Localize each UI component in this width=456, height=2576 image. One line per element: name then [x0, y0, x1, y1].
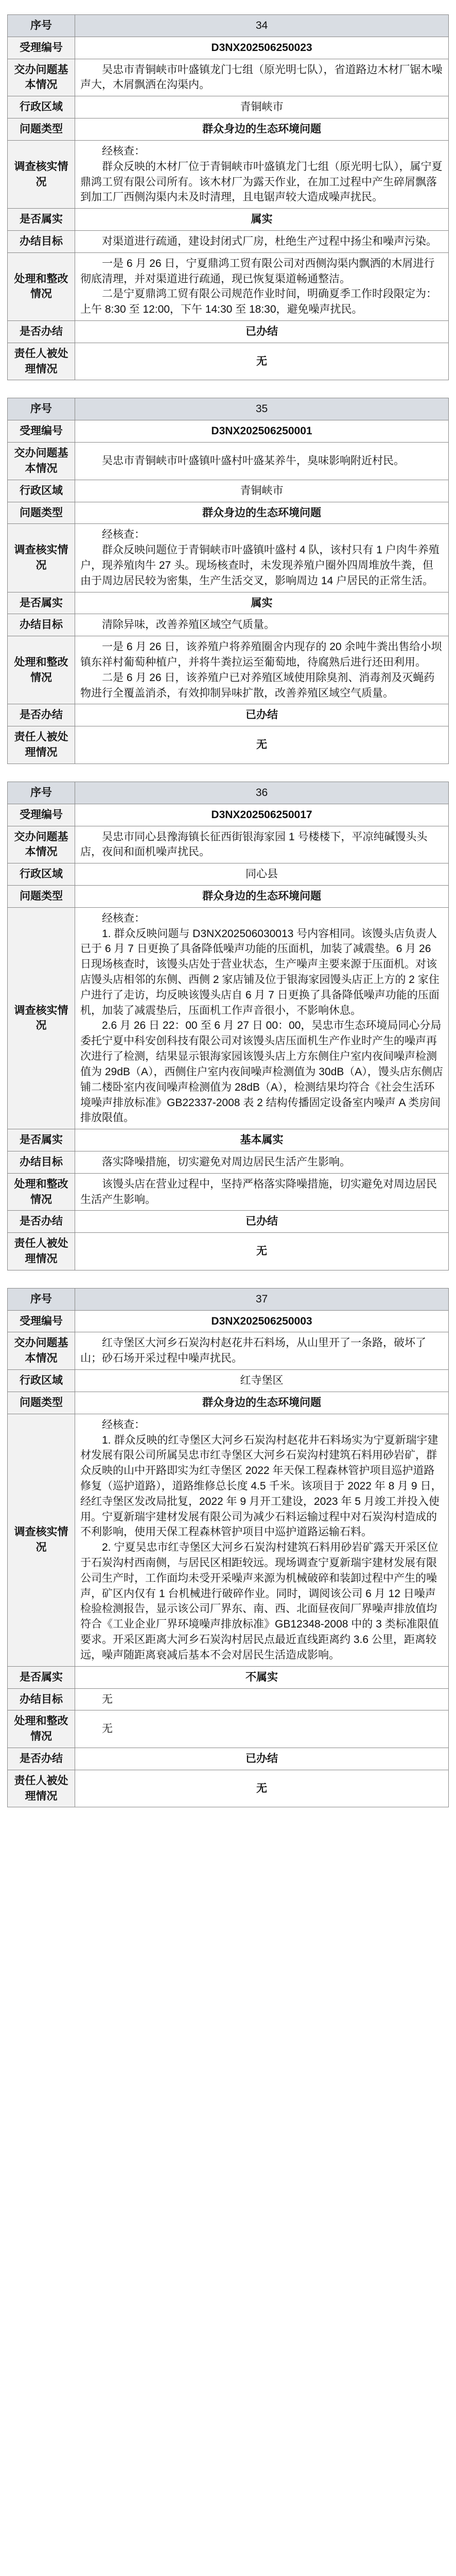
label-accountability: 责任人被处理情况 [8, 343, 75, 380]
row-goal [8, 1151, 449, 1173]
case-table [7, 398, 449, 764]
problem-basic-text: 吴忠市青铜峡市叶盛镇龙门七组（原光明七队），省道路边木材厂锯木噪声大，木屑飘洒在沟渠内。 [80, 63, 443, 91]
is-closed: 已办结 [75, 1211, 449, 1233]
label-goal: 办结目标 [8, 1688, 75, 1710]
problem-type: 群众身边的生态环境问题 [75, 885, 449, 907]
label-seq: 序号 [8, 1288, 75, 1310]
row-acceptance-no [8, 420, 449, 443]
row-accountability [8, 1233, 449, 1270]
paragraph: 一是 6 月 26 日，该养殖户将养殖圈舍内现存的 20 余吨牛粪出售给小坝镇东祥村葡萄种植户，并将牛粪拉运至葡萄地，待腐熟后进行还田利用。 [80, 641, 442, 668]
label-investigation: 调查核实情况 [8, 907, 75, 1129]
paragraph: 经核查： [102, 529, 145, 541]
case-seq: 35 [75, 398, 449, 420]
problem-basic [75, 826, 449, 863]
rectification [75, 636, 449, 704]
label-problem-basic: 交办问题基本情况 [8, 1332, 75, 1370]
label-region: 行政区域 [8, 1370, 75, 1392]
row-region [8, 1370, 449, 1392]
row-seq [8, 15, 449, 37]
label-problem-type: 问题类型 [8, 502, 75, 524]
paragraph: 二是 6 月 26 日，该养殖户已对养殖区域使用除臭剂、消毒剂及灭蝇药物进行全覆盖消杀，有效抑制异味扩散，改善养殖区域空气质量。 [80, 671, 435, 699]
is-true: 属实 [75, 209, 449, 231]
row-rectification [8, 252, 449, 320]
case-seq: 36 [75, 782, 449, 804]
problem-basic-text: 红寺堡区大河乡石炭沟村赵花井石料场，从山里开了一条路，破坏了山；砂石场开采过程中噪声扰民。 [80, 1337, 426, 1365]
label-problem-basic: 交办问题基本情况 [8, 443, 75, 480]
case-table [7, 1288, 449, 1808]
label-region: 行政区域 [8, 480, 75, 502]
label-is-true: 是否属实 [8, 1129, 75, 1151]
label-problem-type: 问题类型 [8, 885, 75, 907]
row-accountability [8, 1770, 449, 1807]
label-region: 行政区域 [8, 863, 75, 886]
row-region [8, 96, 449, 118]
label-goal: 办结目标 [8, 1151, 75, 1173]
goal-text: 落实降噪措施，切实避免对周边居民生活产生影响。 [102, 1156, 350, 1168]
label-rectification: 处理和整改情况 [8, 252, 75, 320]
region: 青铜峡市 [75, 96, 449, 118]
row-is-closed [8, 1748, 449, 1770]
paragraph: 2. 宁夏吴忠市红寺堡区大河乡石炭沟村建筑石料用砂岩矿露天开采区位于石炭沟村西南侧，与居民区相距较远。现场调查宁夏新瑞宇建材发展有限公司生产时，工作面均未受开采噪声来源为机械破碎和装卸过程中产生的噪声，矿区内仅有 1 台机械进行破碎作业。同时，调阅该公司 6 月 12 日噪声检验检测报告，显示该公司厂界东、南、西、北面昼夜间厂界噪声排放值均符合《工业企业厂界环境噪声排放标准》GB12348-2008 中的 3 类标准限值要求。开采区距离大河乡石炭沟村居民点最近直线距离约 3.6 公里，距离较远，噪声随距离衰减后基本不会对居民生活造成影响。 [80, 1541, 439, 1661]
label-is-true: 是否属实 [8, 1666, 75, 1688]
investigation [75, 1414, 449, 1666]
row-seq [8, 398, 449, 420]
label-problem-type: 问题类型 [8, 118, 75, 141]
is-true: 属实 [75, 592, 449, 614]
goal-text: 清除异味，改善养殖区域空气质量。 [102, 619, 275, 631]
case-table [7, 782, 449, 1270]
row-is-closed [8, 321, 449, 343]
acceptance-no: D3NX202506250003 [75, 1310, 449, 1332]
row-goal [8, 614, 449, 636]
paragraph: 2.6 月 26 日 22：00 至 6 月 27 日 00：00，吴忠市生态环境局同心分局委托宁夏中科安创科技有限公司对该馒头店压面机生产作业时产生的噪声再次进行了检测，结果显示银海家园该馒头店上方东侧住户室内夜间噪声检测值为 29dB（A），西侧住户室内夜间噪声检测值为 30dB（A），馒头店东侧店铺二楼卧室内夜间噪声检测值为 28dB（A），检测结果均符合《社会生活环境噪声排放标准》GB22337-2008 表 2 结构传播固定设备室内噪声 A 类房间排放限值。 [80, 1020, 443, 1124]
row-is-closed [8, 704, 449, 726]
paragraph: 1. 群众反映的红寺堡区大河乡石炭沟村赵花井石料场实为宁夏新瑞宇建材发展有限公司所属吴忠市红寺堡区大河乡石炭沟村建筑石料用砂岩矿，群众反映的山中开路即实为红寺堡区 2022 年天保工程森林管护项目巡护道路修复（巡护道路），道路维修总长度 4.5 千米。该项目于 2022 年 8 月 9 日，经红寺堡区发改局批复，2022 年 9 月开工建设，2023 年 5 月竣工并投入使用。宁夏新瑞宇建材发展有限公司为减少石料运输过程中对石炭沟村造成的不利影响，使用天保工程森林管护项目中巡护道路运输石料。 [80, 1434, 442, 1538]
row-problem-basic [8, 1332, 449, 1370]
acceptance-no: D3NX202506250023 [75, 37, 449, 59]
acceptance-no: D3NX202506250001 [75, 420, 449, 443]
row-investigation [8, 140, 449, 208]
label-problem-type: 问题类型 [8, 1392, 75, 1414]
row-is-true [8, 1129, 449, 1151]
is-closed: 已办结 [75, 704, 449, 726]
row-acceptance-no [8, 804, 449, 826]
row-region [8, 863, 449, 886]
rectification [75, 252, 449, 320]
problem-basic-text: 吴忠市青铜峡市叶盛镇叶盛村叶盛某养牛，臭味影响附近村民。 [102, 454, 405, 467]
investigation [75, 140, 449, 208]
rectification [75, 1710, 449, 1748]
label-rectification: 处理和整改情况 [8, 1173, 75, 1211]
row-seq [8, 782, 449, 804]
label-goal: 办结目标 [8, 230, 75, 252]
region: 红寺堡区 [75, 1370, 449, 1392]
row-is-true [8, 592, 449, 614]
paragraph: 二是宁夏鼎鸿工贸有限公司规范作业时间，明确夏季工作时段限定为：上午 8:30 至 12:00，下午 14:30 至 18:30，避免噪声扰民。 [80, 288, 437, 316]
label-rectification: 处理和整改情况 [8, 1710, 75, 1748]
label-rectification: 处理和整改情况 [8, 636, 75, 704]
label-region: 行政区域 [8, 96, 75, 118]
problem-basic [75, 443, 449, 480]
problem-type: 群众身边的生态环境问题 [75, 1392, 449, 1414]
is-true: 不属实 [75, 1666, 449, 1688]
label-goal: 办结目标 [8, 614, 75, 636]
paragraph: 群众反映问题位于青铜峡市叶盛镇叶盛村 4 队，该村只有 1 户肉牛养殖户，现养殖肉牛 27 头。现场核查时，未发现养殖户圈外四周堆放牛粪，但由于周边居民较为密集，生产生活交叉，影响周边 14 户居民的正常生活。 [80, 544, 440, 587]
row-problem-basic [8, 826, 449, 863]
label-seq: 序号 [8, 398, 75, 420]
goal-text: 无 [102, 1693, 113, 1705]
paragraph: 一是 6 月 26 日，宁夏鼎鸿工贸有限公司对西侧沟渠内飘洒的木屑进行彻底清理，并对渠道进行疏通，现已恢复渠道畅通整洁。 [80, 257, 435, 285]
goal [75, 1688, 449, 1710]
row-is-closed [8, 1211, 449, 1233]
label-problem-basic: 交办问题基本情况 [8, 826, 75, 863]
case-seq: 37 [75, 1288, 449, 1310]
row-problem-type [8, 1392, 449, 1414]
row-acceptance-no [8, 1310, 449, 1332]
problem-basic-text: 吴忠市同心县豫海镇长征西街银海家园 1 号楼楼下，平凉纯碱馒头头店，夜间和面机噪声扰民。 [80, 831, 428, 858]
label-seq: 序号 [8, 782, 75, 804]
label-acceptance-no: 受理编号 [8, 804, 75, 826]
paragraph: 经核查： [102, 145, 145, 157]
row-seq [8, 1288, 449, 1310]
row-problem-type [8, 118, 449, 141]
label-investigation: 调查核实情况 [8, 140, 75, 208]
case-list [0, 14, 456, 1807]
paragraph: 经核查： [102, 1418, 145, 1431]
row-goal [8, 1688, 449, 1710]
label-is-closed: 是否办结 [8, 1211, 75, 1233]
paragraph: 无 [102, 1723, 113, 1735]
region: 青铜峡市 [75, 480, 449, 502]
paragraph: 群众反映的木材厂位于青铜峡市叶盛镇龙门七组（原光明七队），属宁夏鼎鸿工贸有限公司所有。该木材厂为露天作业，在加工过程中产生碎屑飘落到加工厂西侧沟渠内未及时清理，且电锯声较大造成噪声扰民。 [80, 160, 443, 204]
label-is-true: 是否属实 [8, 592, 75, 614]
row-is-true [8, 1666, 449, 1688]
row-investigation [8, 1414, 449, 1666]
row-problem-type [8, 885, 449, 907]
investigation [75, 524, 449, 592]
label-problem-basic: 交办问题基本情况 [8, 59, 75, 96]
case-seq: 34 [75, 15, 449, 37]
row-acceptance-no [8, 37, 449, 59]
investigation [75, 907, 449, 1129]
problem-type: 群众身边的生态环境问题 [75, 502, 449, 524]
label-seq: 序号 [8, 15, 75, 37]
row-accountability [8, 343, 449, 380]
problem-basic [75, 59, 449, 96]
label-is-closed: 是否办结 [8, 704, 75, 726]
acceptance-no: D3NX202506250017 [75, 804, 449, 826]
goal-text: 对渠道进行疏通，建设封闭式厂房，杜绝生产过程中扬尘和噪声污染。 [102, 235, 437, 247]
row-problem-basic [8, 59, 449, 96]
label-accountability: 责任人被处理情况 [8, 1233, 75, 1270]
label-investigation: 调查核实情况 [8, 524, 75, 592]
is-true: 基本属实 [75, 1129, 449, 1151]
is-closed: 已办结 [75, 1748, 449, 1770]
row-rectification [8, 1173, 449, 1211]
row-rectification [8, 636, 449, 704]
label-investigation: 调查核实情况 [8, 1414, 75, 1666]
case-table [7, 14, 449, 380]
label-accountability: 责任人被处理情况 [8, 1770, 75, 1807]
row-investigation [8, 524, 449, 592]
accountability: 无 [75, 343, 449, 380]
row-is-true [8, 209, 449, 231]
label-is-closed: 是否办结 [8, 1748, 75, 1770]
row-region [8, 480, 449, 502]
accountability: 无 [75, 1233, 449, 1270]
paragraph: 1. 群众反映问题与 D3NX202506030013 号内容相同。该馒头店负责人已于 6 月 7 日更换了具备降低噪声功能的压面机，加装了减震垫。6 月 26 日现场核查时，该馒头店处于营业状态，生产噪声主要来源于压面机。对该店馒头店相邻的东侧、西侧 2 家店铺及位于银海家园馒头店正上方的 2 家住户进行了走访，均反映该馒头店自 6 月 7 日更换了具备降低噪声功能的压面机，加装了减震垫后，压面机工作声音很小，不影响休息。 [80, 927, 440, 1016]
label-acceptance-no: 受理编号 [8, 1310, 75, 1332]
row-goal [8, 230, 449, 252]
label-is-true: 是否属实 [8, 209, 75, 231]
label-accountability: 责任人被处理情况 [8, 726, 75, 764]
goal [75, 230, 449, 252]
accountability: 无 [75, 1770, 449, 1807]
rectification [75, 1173, 449, 1211]
region: 同心县 [75, 863, 449, 886]
row-accountability [8, 726, 449, 764]
goal [75, 614, 449, 636]
paragraph: 该馒头店在营业过程中，坚持严格落实降噪措施，切实避免对周边居民生活产生影响。 [80, 1178, 437, 1206]
label-acceptance-no: 受理编号 [8, 37, 75, 59]
accountability: 无 [75, 726, 449, 764]
row-problem-basic [8, 443, 449, 480]
row-investigation [8, 907, 449, 1129]
label-is-closed: 是否办结 [8, 321, 75, 343]
label-acceptance-no: 受理编号 [8, 420, 75, 443]
paragraph: 经核查： [102, 912, 145, 924]
row-problem-type [8, 502, 449, 524]
problem-type: 群众身边的生态环境问题 [75, 118, 449, 141]
is-closed: 已办结 [75, 321, 449, 343]
problem-basic [75, 1332, 449, 1370]
goal [75, 1151, 449, 1173]
row-rectification [8, 1710, 449, 1748]
